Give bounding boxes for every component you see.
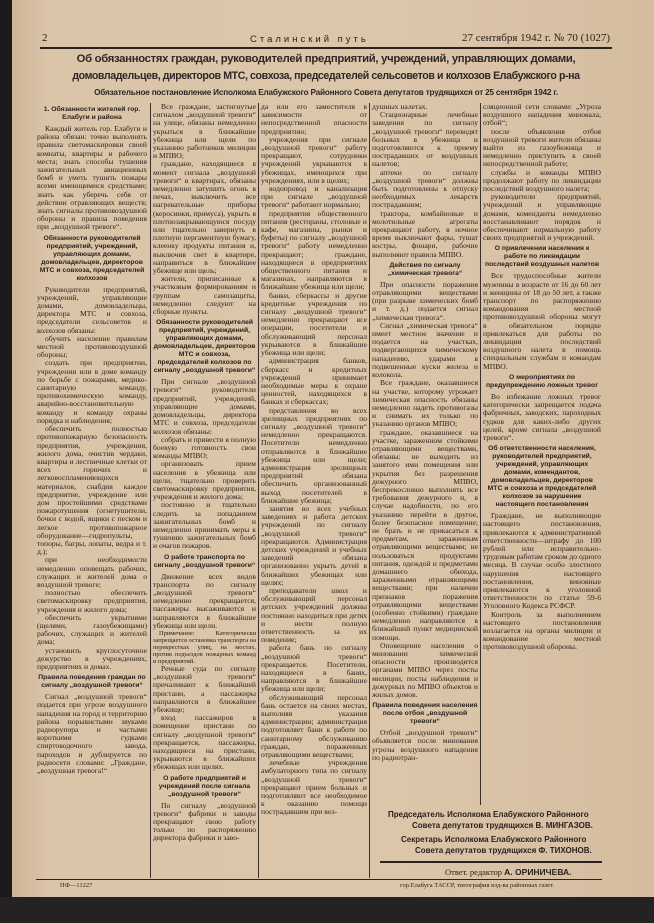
body-paragraph: Во избежание ложных тревог категорически запрещается подача фабричных, заводских, пароходных гудков для каких-либо других целей, кроме сигнала „воздушной тревоги“. bbox=[483, 391, 601, 442]
scan-bottom-edge bbox=[0, 897, 654, 923]
body-paragraph: администрация банков, сберкасс и кредитных учреждений принимает необходимые меры к охране ценностей, находящихся в банках и сберкассах; bbox=[261, 356, 367, 407]
article-column-3 bbox=[261, 103, 367, 817]
article-column-2 bbox=[153, 103, 256, 843]
editor-name: А. ОРИНИЧЕВА. bbox=[504, 867, 572, 877]
section-heading: Об ответственности населения, руководителей предприятий, учреждений, управляющих домами, комендантов, домовладельцев, директоров МТС и совхоза и председателей колхозов за нарушение настоящего постановления bbox=[487, 445, 597, 509]
body-paragraph: При опасности поражения отравляющими веществами (при разрыве химических бомб и т. д.) подается сигнал „химическая тревога“. bbox=[372, 279, 478, 322]
footer-rule bbox=[36, 879, 602, 880]
body-paragraph: после объявления отбоя воздушной тревоги жители обязаны выйти из газоубежища и немедленно приступить к своей непосредственной работе; bbox=[483, 126, 601, 169]
body-paragraph: полностью обеспечить светомаскировку предприятия, учреждения и жилого дома; bbox=[37, 588, 147, 614]
body-paragraph: обеспечить полностью противопожарную безопасность предприятия, учреждения, жилого дома, очистив чердаки, квартиры и лестничные клетки от всех горючих и легковоспламеняющихся материалов, снабдив каждое предприятие, учреждение или дом простейшими средствами пожаротушения (огнетушители, бочки с водой, ящики с песком и легкое противопожарное оборудование—гидропульты, топоры, багры, лопаты, ведра и т. д.); bbox=[37, 424, 147, 557]
body-paragraph: да или его заместителя в зависимости от непосредственной опасности предприятию; bbox=[261, 102, 367, 136]
editor-credit bbox=[445, 867, 572, 877]
body-paragraph: аптеки по сигналу „воздушной тревоги“ должны быть подготовлены к отпуску необходимых лекарств пострадавшим; bbox=[372, 167, 478, 210]
subheadline: Обязательное постановление Исполкома Елабужского Районного Совета депутатов трудящихся от 25 сентября 1942 г. bbox=[94, 88, 558, 97]
body-paragraph: вход пассажиров в помещение пристани по сигналу „воздушной тревоги“ прекращается, пассажиры, находящиеся на пристани, укрываются в ближайших убежищах или щелях. bbox=[153, 713, 256, 772]
secretary-signature-line-2: Совета депутатов трудящихся Ф. ТИХОНОВ. bbox=[415, 846, 592, 855]
body-paragraph: Все граждане, оказавшиеся на участке, которому угрожает химическая опасность обязаны немедленно надеть противогазы и снимать их только по указанию органов МПВО; bbox=[372, 378, 478, 429]
column-divider bbox=[258, 103, 259, 878]
body-paragraph: Руководители предприятий, учреждений, управляющие домами, домовладельцы, директора МТС и совхоза, председатели сельсоветов и колхозов обязаны: bbox=[37, 284, 147, 335]
printer-imprint: гор.Елабуга ТАССР, типография изд-ва районных газет. bbox=[400, 882, 555, 889]
chair-signature-line-1: Председатель Исполкома Елабужского Районного bbox=[388, 810, 589, 819]
section-heading: О привлечении населения к работе по ликвидации последствий воздушных налетов bbox=[484, 245, 600, 269]
body-paragraph: обеспечить укрытиями (щелями, газоубежищами) рабочих, служащих и жителей дома; bbox=[37, 612, 147, 647]
body-paragraph: Речные суда по сигналу „воздушной тревоги“ причаливают к ближайшей пристани, а пассажиры направляются в ближайшее убежище; bbox=[153, 663, 256, 714]
body-paragraph: предприятия общественного питания (рестораны, столовые и кафе, магазины, рынки и буфеты) по сигналу „воздушной тревоги“ работу немедленно прекращают; граждане, находящиеся в предприятиях общественного питания и магазинах, направляются в ближайшие убежища или щели; bbox=[261, 208, 367, 292]
body-paragraph: Каждый житель гор. Елабуги и района обязан: точно выполнять правила светомаскировки своей комнаты, квартиры и рабочего места; знать способы тушения зажигательных авиационных бомб и уметь тушить пожары всеми имеющимися средствами; знать как уберечь себя от действии отравляющих веществ; знать сигналы противовоздушной обороны и правила поведения при „воздушной тревоге“. bbox=[37, 124, 147, 232]
note-paragraph: Примечание: Категорически запрещается остановка транспорта на перекрестках улиц, на мостах, против подъездов пожарных команд и предприятий. bbox=[153, 629, 256, 665]
body-paragraph: Движение всех видов транспорта по сигналу „воздушной тревоги“ немедленно прекращается, пассажиры высаживаются и направляются в ближайшие убежища или щели. bbox=[153, 571, 256, 630]
body-paragraph: Все граждане, застигнутые сигналом „воздушной тревоги“ на улице, обязаны немедленно укрыться в ближайшие убежища или щели по указанию работников милиции и МПВО; bbox=[153, 102, 256, 161]
body-paragraph: собрать и привести в полную боевую готовность свои команды МПВО; bbox=[153, 434, 256, 461]
body-paragraph: создать при предприятии, учреждении или в доме команду по борьбе с пожарами, медико-санитарную команду, противохимическую команду, аварийно-восстановительную команду и команду охраны порядка и наблюдения; bbox=[37, 358, 147, 425]
body-paragraph: преподаватели школ и обслуживающий персонал детских учреждений должны постоянно находиться при детях и нести полную ответственность за их поведение; bbox=[261, 585, 367, 645]
headline-line-2: домовладельцев, директоров МТС, совхоза, председателей сельсоветов и колхозов Елабужского р-на bbox=[72, 70, 580, 82]
article-column-5 bbox=[483, 103, 601, 652]
body-paragraph: обслуживающий персонал бань остается на своих местах, выполняя указания администрации; администрация подготовляет бани к работе по санитарному обслуживанию граждан, пораженных отравляющими веществами; bbox=[261, 692, 367, 760]
body-paragraph: установить круглосуточное дежурство в учреждениях, предприятиях и домах. bbox=[37, 645, 147, 671]
section-heading: Обязанности руководителей предприятий, учреждений, управляющих домами, домовладельцев, директоров МТС и совхоза, председателей колхозов по сигналу „воздушной тревоги“ bbox=[153, 319, 256, 375]
section-heading: Правила поведения населения после отбоя „воздушной тревоги“ bbox=[372, 702, 478, 726]
body-paragraph: при необходимости немедленно оповещать рабочих, служащих и жителей дома о воздушной тревоге; bbox=[37, 555, 147, 589]
body-paragraph: банки, сберкассы и другие кредитные учреждения по сигналу „воздушной тревоги“ немедленно прекращают все операции, посетители и обслуживающий персонал укрываются в ближайшие убежища или щели; bbox=[261, 290, 367, 358]
body-paragraph: Контроль за выполнением настоящего постановления возлагается на органы милиции и командование местной противовоздушной обороны. bbox=[483, 609, 601, 652]
body-paragraph: обучить население правилам местной противовоздушной обороны; bbox=[37, 333, 147, 360]
body-paragraph: При сигнале „воздушной тревоги“ руководители предприятий, учреждений, управляющие домами, домовладельцы, директора МТС и совхоза, председатели колхозов обязаны: bbox=[153, 377, 256, 436]
body-paragraph: Все трудоспособные жители мужчины в возрасте от 16 до 60 лет и женщины от 18 до 50 лет, а также транспорт по распоряжению командования местной противовоздушной обороны могут в обязательном порядке привлекаться для работы по ликвидации последствий воздушного налета в помощь специальным службам и командам МПВО. bbox=[483, 271, 601, 371]
body-paragraph: учреждения при сигнале „воздушной тревоги“ работу прекращают, сотрудники учреждений укрываются в убежищах, имеющихся при учреждениях, или в щелях; bbox=[261, 134, 367, 185]
column-divider bbox=[150, 103, 151, 878]
body-paragraph: сляционной сети словами: „Угроза воздушного нападения миновала, отбой“; bbox=[483, 102, 601, 128]
body-paragraph: Граждане, не выполняющие настоящего постановления, привлекаются к административной ответственности—штрафу до 100 рублей или исправительно-трудовым работам сроком до одного месяца. В случае особо злостного нарушения настоящего постановления, виновные привлекаются к уголовной ответственности по статье 59-6 Уголовного Кодекса РСФСР. bbox=[483, 511, 601, 611]
newspaper-name: Сталинский путь bbox=[250, 34, 369, 45]
article-column-1 bbox=[37, 103, 147, 775]
body-paragraph: работа бань по сигналу „воздушной тревоги“ прекращается. Посетители, находящиеся в банях, направляются в ближайшие убежища или щели; bbox=[261, 643, 367, 694]
body-paragraph: лечебные учреждения амбулаторного типа по сигналу „воздушной тревоги“ прекращают прием больных и подготовляют все необходимое к оказанию помощи пострадавшим при воз- bbox=[261, 758, 367, 817]
body-paragraph: граждане, находящиеся в момент сигнала „воздушной тревоги“ в квартирах, обязаны немедленно затушить огонь в печах, выключить все нагревательные приборы (керосинки, примуса), укрыть в плотнозакрывающуюся посуду или тщательно завернуть в плотную пергаментную бумагу, клеенку продукты питания и, выключив свет в квартире, направиться в ближайшее убежище или щель; bbox=[153, 159, 256, 276]
body-paragraph: Отбой „воздушной тревоги“ объявляется после минования угрозы воздушного нападения по радиотран- bbox=[372, 728, 478, 762]
body-paragraph: Сигнал „химическая тревога“ имеет местное значение и подается на участках, подвергающихся химическому нападению, ударами в подвешенные куски железа и колокола. bbox=[372, 320, 478, 380]
secretary-signature-line-1: Секретарь Исполкома Елабужского Районного bbox=[401, 835, 587, 844]
section-heading: Правила поведения граждан по сигналу „воздушной тревоги“ bbox=[38, 674, 146, 690]
section-heading: Действия по сигналу „химическая тревога“ bbox=[387, 261, 463, 277]
header-rule bbox=[40, 47, 612, 49]
body-paragraph: По сигналу „воздушной тревоги“ фабрики и заводы прекращают свою работу только по распоряжению директора фабрики и заво- bbox=[153, 800, 256, 843]
body-paragraph: представления во всех зрелищных предприятиях по сигналу „воздушной тревоги“ немедленно прекращаются. Посетители немедленно отправляются в ближайшие убежища или щели; администрация зрелищных предприятий обязана обеспечить организованный выход посетителей в ближайшие убежища; bbox=[261, 405, 367, 505]
section-heading: О работе транспорта по сигналу „воздушной тревоги“ bbox=[153, 553, 256, 569]
body-paragraph: Сигнал „воздушной тревоги“ подается при угрозе воздушного нападения на город и территорию района порывистыми звуками радиорупора и частыми короткими гудками спиртоводочного завода, пароходов и дублируется по радиосети словами: „Граждане, „воздушная тревога!“ bbox=[37, 692, 147, 776]
body-paragraph: трактора, комбайновые и молотильные агрегаты прекращают работу, в ночное время выключают фары, тушат костры, фонари, рабочие выполняют правила МПВО. bbox=[372, 208, 478, 259]
body-paragraph: занятия во всех учебных заведениях и работа детских учреждений по сигналу „воздушной тревоги“ прекращаются. Администрация детских учреждений и учебных заведений обязана организованно укрыть детей в ближайших убежищах или щелях; bbox=[261, 503, 367, 587]
signature-rule bbox=[380, 861, 602, 863]
print-code: ПФ—11227 bbox=[60, 882, 93, 889]
body-paragraph: службы и команды МПВО продолжают работу по ликвидации последствий воздушного налета; bbox=[483, 167, 601, 194]
section-heading: 1. Обязанности жителей гор. Елабуги и района bbox=[43, 106, 141, 121]
headline-line-1: Об обязанностях граждан, руководителей предприятий, учреждений, управляющих домами, bbox=[76, 53, 576, 65]
page-number: 2 bbox=[42, 32, 48, 44]
body-paragraph: Стационарные лечебные заведения по сигналу „воздушной тревоги“ переводят больных в убежища и подготовляются к приему пострадавших от воздушных налетов; bbox=[372, 110, 478, 169]
issue-date: 27 сентября 1942 г. № 70 (1027) bbox=[461, 32, 610, 44]
body-paragraph: постоянно и тщательно следить за попаданием зажигательных бомб и немедленно принимать меры к тушению зажигательных бомб и очагов пожаров. bbox=[153, 500, 256, 551]
body-paragraph: граждане, оказавшиеся на участке, зараженном стойкими отравляющими веществами, обязаны: не выходить из занятого ими помещения или укрытия без разрешения дежурного МПВО, беспрекословно выполнять все требования дежурного и, в случае надобности, по его указанию перейти в другое, более безопасное помещение; не брать и не прикасаться к предметам, зараженным отравляющими веществами; не пользоваться продуктами питания, одеждой и предметами домашнего обихода, зараженными отравляющими веществами; при наличии признаков поражения отравляющими веществами (особенно стойкими) граждане немедленно направляются в ближайший пункт медицинской помощи. bbox=[372, 427, 478, 642]
body-paragraph: Оповещение населения о миновании химической опасности производится органами МПВО через посты милиции, посты наблюдения и дежурных по МПВО объектов и жилых домов. bbox=[372, 640, 478, 700]
column-divider bbox=[369, 103, 370, 878]
body-paragraph: руководители предприятий, учреждений и управляющие домами, коменданты немедленно восстанавливают порядок и обеспечивают нормальную работу своих предприятий и учреждений. bbox=[483, 192, 601, 243]
chair-signature-line-2: Совета депутатов трудящихся В. МИНГАЗОВ. bbox=[412, 821, 593, 830]
body-paragraph: душных налетах. bbox=[372, 102, 428, 111]
section-heading: О работе предприятий и учреждений после сигнала „воздушной тревоги“ bbox=[158, 774, 251, 798]
section-heading: Обязанности руководителей предприятий, учреждений, управляющих домами, домовладельцев, директоров МТС и совхоза, председателей колхозов bbox=[39, 234, 145, 282]
section-heading: О мероприятиях по предупреждению ложных тревог bbox=[485, 373, 599, 389]
editor-label: Ответ. редактор bbox=[445, 867, 503, 877]
column-divider bbox=[480, 103, 481, 805]
body-paragraph: водопровод и канализация при сигнале „воздушной тревоги“ работают нормально; bbox=[261, 184, 367, 210]
body-paragraph: жители, приписанные к участковым формированиям и группам самозащиты, немедленно следуют на сборные пункты. bbox=[153, 274, 256, 317]
scan-left-edge bbox=[0, 0, 12, 923]
body-paragraph: организовать прием населения в убежища или щели, тщательно проверить светомаскировку предприятия, учреждения и жилого дома; bbox=[153, 459, 256, 502]
article-column-4 bbox=[372, 103, 478, 762]
